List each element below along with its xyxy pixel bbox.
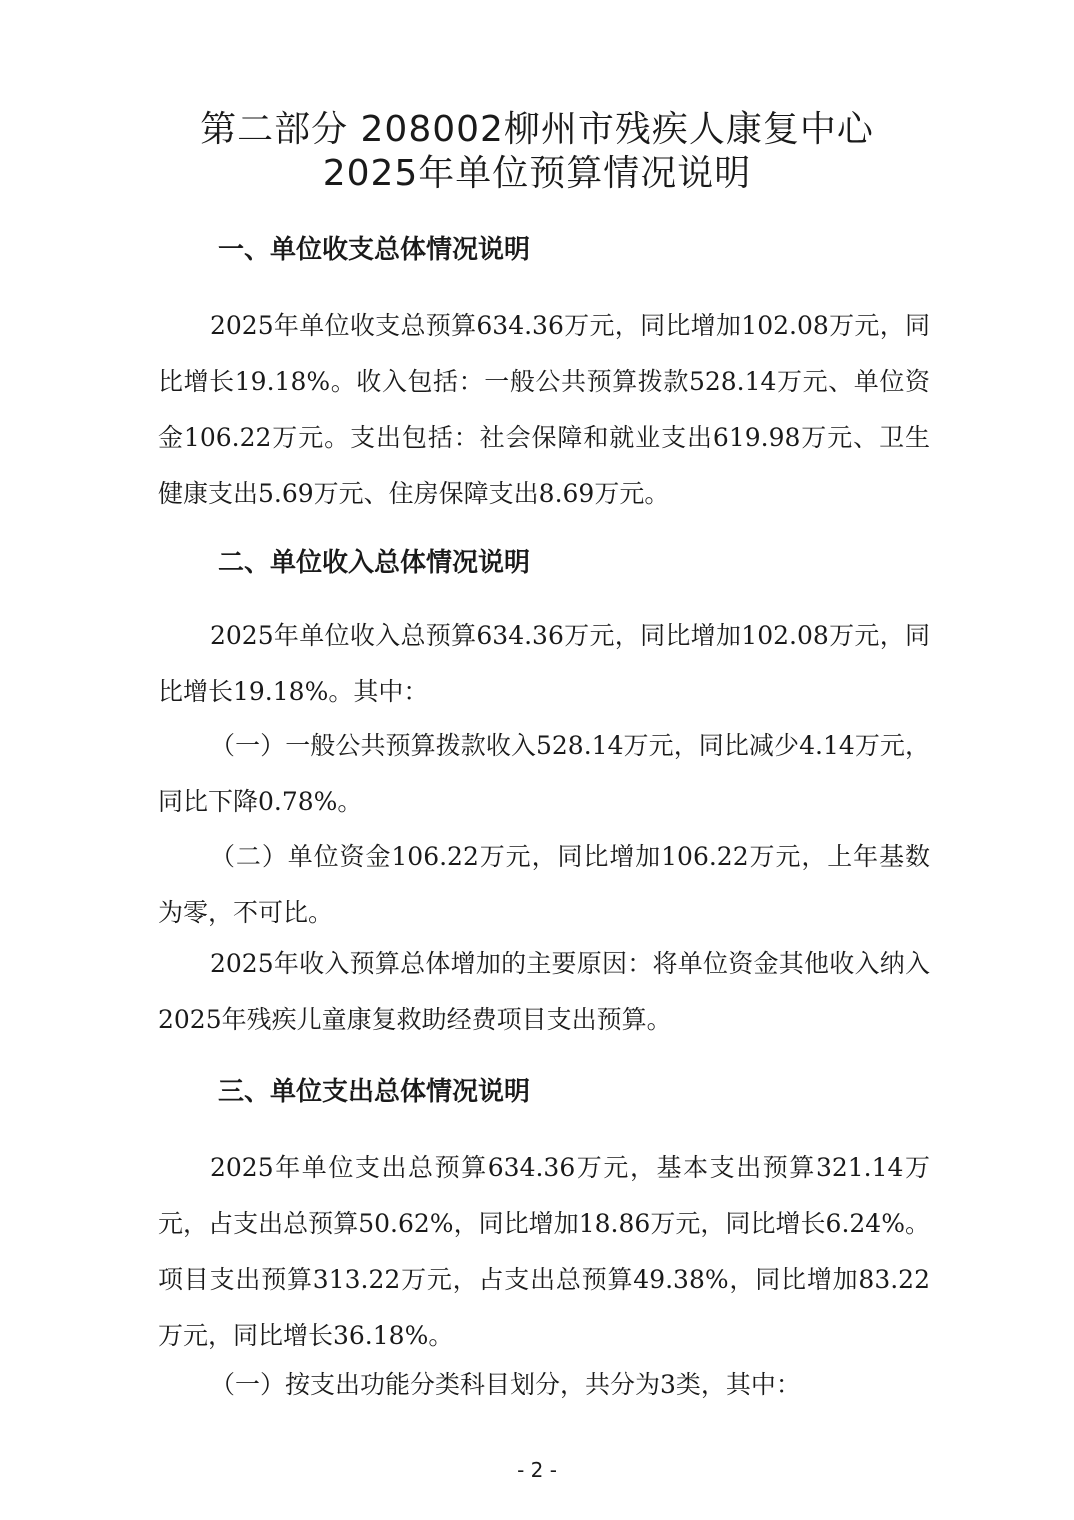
section-2-heading: 二、单位收入总体情况说明 bbox=[218, 548, 531, 578]
section-2-paragraph-2: （一）一般公共预算拨款收入528.14万元，同比减少4.14万元，同比下降0.78%。 bbox=[158, 731, 930, 816]
document-title-line-1: 第二部分 208002柳州市残疾人康复中心 bbox=[200, 109, 874, 150]
section-3-paragraph-1: 2025年单位支出总预算634.36万元，基本支出预算321.14万元，占支出总预算50.62%，同比增加18.86万元，同比增长6.24%。项目支出预算313.22万元，占支出总预算49.38%，同比增加83.22万元，同比增长36.18%。 bbox=[158, 1153, 930, 1350]
section-1-paragraph-1: 2025年单位收支总预算634.36万元，同比增加102.08万元，同比增长19.18%。收入包括：一般公共预算拨款528.14万元、单位资金106.22万元。支出包括：社会保障和就业支出619.98万元、卫生健康支出5.69万元、住房保障支出8.69万元。 bbox=[158, 311, 930, 508]
section-3-heading: 三、单位支出总体情况说明 bbox=[218, 1077, 531, 1107]
document-title-line-2: 2025年单位预算情况说明 bbox=[322, 153, 752, 194]
page-number: - 2 - bbox=[517, 1458, 557, 1482]
section-2-paragraph-1: 2025年单位收入总预算634.36万元，同比增加102.08万元，同比增长19.18%。其中： bbox=[158, 621, 930, 706]
section-2-paragraph-4: 2025年收入预算总体增加的主要原因：将单位资金其他收入纳入2025年残疾儿童康复救助经费项目支出预算。 bbox=[158, 949, 930, 1034]
section-3-paragraph-2: （一）按支出功能分类科目划分，共分为3类，其中： bbox=[210, 1370, 801, 1399]
section-1-heading: 一、单位收支总体情况说明 bbox=[218, 235, 531, 265]
section-2-paragraph-3: （二）单位资金106.22万元，同比增加106.22万元，上年基数为零，不可比。 bbox=[158, 842, 930, 927]
